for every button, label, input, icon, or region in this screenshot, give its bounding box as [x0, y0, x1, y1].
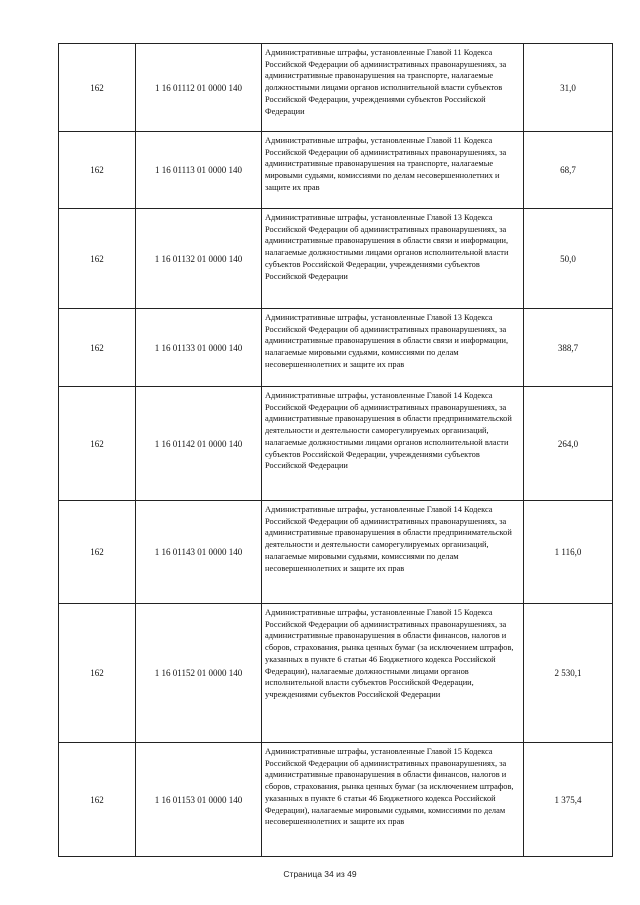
table-row [59, 309, 613, 387]
admin-code-cell: 162 [59, 501, 136, 604]
table-row [59, 132, 613, 209]
amount-cell: 1 375,4 [524, 743, 613, 857]
amount-cell: 68,7 [524, 132, 613, 209]
budget-code-cell: 1 16 01112 01 0000 140 [136, 44, 262, 132]
table-row [59, 501, 613, 604]
budget-code-cell: 1 16 01133 01 0000 140 [136, 309, 262, 387]
admin-code-cell: 162 [59, 44, 136, 132]
revenue-name-cell: Административные штрафы, установленные Главой 14 Кодекса Российской Федерации об административных правонарушениях, за административные правонарушения в области предпринимательской деятельности и деятельности саморегулируемых организаций, налагаемые должностными лицами органов исполнительной власти субъектов Российской Федерации, учреждениями субъектов Российской Федерации [262, 387, 524, 501]
amount-cell: 2 530,1 [524, 604, 613, 743]
table-row [59, 209, 613, 309]
budget-code-cell: 1 16 01152 01 0000 140 [136, 604, 262, 743]
budget-code-cell: 1 16 01113 01 0000 140 [136, 132, 262, 209]
budget-code-cell: 1 16 01142 01 0000 140 [136, 387, 262, 501]
amount-cell: 264,0 [524, 387, 613, 501]
amount-cell: 1 116,0 [524, 501, 613, 604]
amount-cell: 31,0 [524, 44, 613, 132]
budget-code-cell: 1 16 01153 01 0000 140 [136, 743, 262, 857]
admin-code-cell: 162 [59, 387, 136, 501]
budget-code-cell: 1 16 01143 01 0000 140 [136, 501, 262, 604]
amount-cell: 388,7 [524, 309, 613, 387]
table-row [59, 44, 613, 132]
revenue-name-cell: Административные штрафы, установленные Главой 15 Кодекса Российской Федерации об административных правонарушениях, за административные правонарушения в области финансов, налогов и сборов, страхования, рынка ценных бумаг (за исключением штрафов, указанных в пункте 6 статьи 46 Бюджетного кодекса Российской Федерации), налагаемые мировыми судьями, комиссиями по делам несовершеннолетних и защите их прав [262, 743, 524, 857]
revenue-name-cell: Административные штрафы, установленные Главой 11 Кодекса Российской Федерации об административных правонарушениях, за административные правонарушения на транспорте, налагаемые должностными лицами органов исполнительной власти субъектов Российской Федерации, учреждениями субъектов Российской Федерации [262, 44, 524, 132]
page-number-footer: Страница 34 из 49 [283, 869, 357, 879]
revenue-table [58, 43, 613, 857]
admin-code-cell: 162 [59, 132, 136, 209]
revenue-name-cell: Административные штрафы, установленные Главой 15 Кодекса Российской Федерации об административных правонарушениях, за административные правонарушения в области финансов, налогов и сборов, страхования, рынка ценных бумаг (за исключением штрафов, указанных в пункте 6 статьи 46 Бюджетного кодекса Российской Федерации), налагаемые должностными лицами органов исполнительной власти субъектов Российской Федерации, учреждениями субъектов Российской Федерации [262, 604, 524, 743]
revenue-name-cell: Административные штрафы, установленные Главой 13 Кодекса Российской Федерации об административных правонарушениях, за административные правонарушения в области связи и информации, налагаемые должностными лицами органов исполнительной власти субъектов Российской Федерации, учреждениями субъектов Российской Федерации [262, 209, 524, 309]
table-row [59, 743, 613, 857]
admin-code-cell: 162 [59, 604, 136, 743]
admin-code-cell: 162 [59, 309, 136, 387]
table-row [59, 387, 613, 501]
admin-code-cell: 162 [59, 209, 136, 309]
table-row [59, 604, 613, 743]
revenue-name-cell: Административные штрафы, установленные Главой 14 Кодекса Российской Федерации об административных правонарушениях, за административные правонарушения в области предпринимательской деятельности и деятельности саморегулируемых организаций, налагаемые мировыми судьями, комиссиями по делам несовершеннолетних и защите их прав [262, 501, 524, 604]
revenue-table-body [59, 44, 613, 857]
budget-code-cell: 1 16 01132 01 0000 140 [136, 209, 262, 309]
admin-code-cell: 162 [59, 743, 136, 857]
amount-cell: 50,0 [524, 209, 613, 309]
revenue-name-cell: Административные штрафы, установленные Главой 13 Кодекса Российской Федерации об административных правонарушениях, за административные правонарушения в области связи и информации, налагаемые мировыми судьями, комиссиями по делам несовершеннолетних и защите их прав [262, 309, 524, 387]
revenue-name-cell: Административные штрафы, установленные Главой 11 Кодекса Российской Федерации об административных правонарушениях, за административные правонарушения на транспорте, налагаемые мировыми судьями, комиссиями по делам несовершеннолетних и защите их прав [262, 132, 524, 209]
